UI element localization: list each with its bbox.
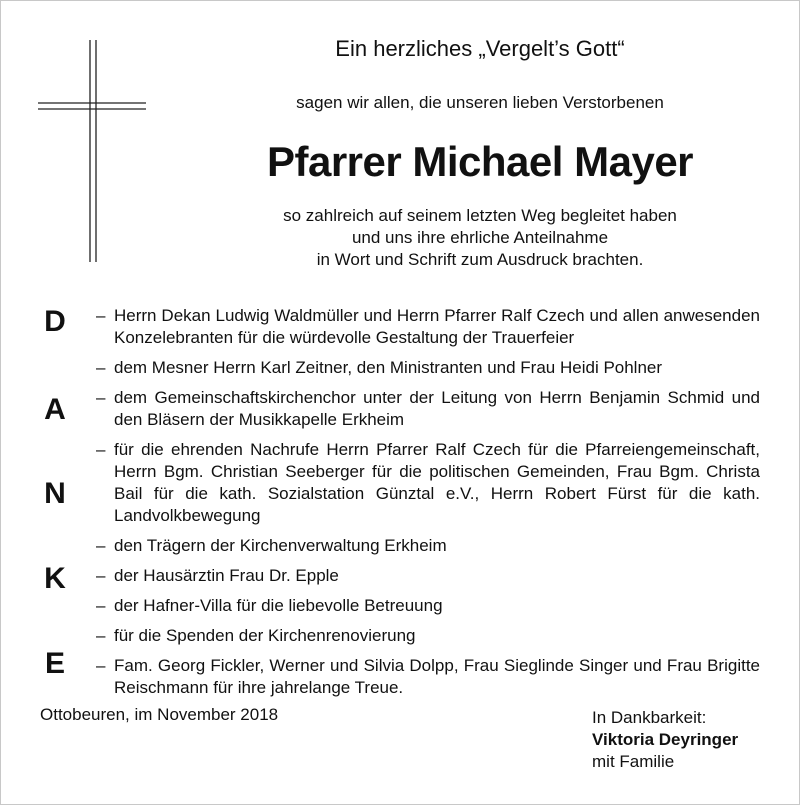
list-item: [96, 595, 760, 617]
dash: –: [96, 388, 106, 407]
list-item: [96, 305, 760, 349]
signature-block: [592, 707, 738, 773]
list-item-text: den Trägern der Kirchenverwaltung Erkheim: [114, 536, 447, 555]
list-item: [96, 625, 760, 647]
thanks-list: [96, 305, 760, 707]
list-item-text: für die Spenden der Kirchenrenovierung: [114, 626, 416, 645]
thanks-label: In Dankbarkeit:: [592, 708, 707, 727]
dash: –: [96, 566, 106, 585]
dash: –: [96, 656, 106, 675]
dash: –: [96, 626, 106, 645]
intro-text: [200, 205, 760, 271]
list-item: [96, 535, 760, 557]
list-item-text: dem Mesner Herrn Karl Zeitner, den Ministranten und Frau Heidi Pohlner: [114, 358, 663, 377]
dash: –: [96, 440, 106, 459]
cross-icon: [38, 40, 148, 262]
danke-letter: E: [44, 647, 65, 680]
danke-letter: K: [44, 562, 66, 595]
list-item-text: der Hafner-Villa für die liebevolle Betreuung: [114, 596, 443, 615]
danke-letter: N: [44, 477, 66, 510]
intro-text-line: und uns ihre ehrliche Anteilnahme: [351, 228, 609, 247]
heading-line: Ein herzliches „Vergelt’s Gott“: [335, 36, 625, 61]
intro-text-line: in Wort und Schrift zum Ausdruck brachten.: [316, 250, 644, 269]
family-label: mit Familie: [592, 752, 675, 771]
dash: –: [96, 306, 106, 325]
dash: –: [96, 536, 106, 555]
dash: –: [96, 596, 106, 615]
list-item-text: Fam. Georg Fickler, Werner und Silvia Dolpp, Frau Sieglinde Singer und Frau Brigitte Reischmann für ihre jahrelange Treue.: [114, 656, 760, 697]
list-item-text: für die ehrenden Nachrufe Herrn Pfarrer Ralf Czech für die Pfarreiengemeinschaft, Herrn Bgm. Christian Seeberger für die politischen Gemeinden, Frau Bgm. Christa Bail für die kath. Sozialstation Günztal e.V., Herrn Robert Fürst für die kath. Landvolkbewegung: [114, 440, 760, 525]
place-date: Ottobeuren, im November 2018: [40, 705, 279, 724]
danke-letter: D: [44, 305, 66, 338]
dash: –: [96, 358, 106, 377]
list-item: [96, 387, 760, 431]
list-item-text: Herrn Dekan Ludwig Waldmüller und Herrn Pfarrer Ralf Czech und allen anwesenden Konzelebranten für die würdevolle Gestaltung der Trauerfeier: [114, 306, 760, 347]
list-item: [96, 565, 760, 587]
intro-text-line: so zahlreich auf seinem letzten Weg begleitet haben: [283, 206, 677, 225]
list-item: [96, 357, 760, 379]
deceased-name: Pfarrer Michael Mayer: [266, 138, 694, 185]
list-item-text: der Hausärztin Frau Dr. Epple: [114, 566, 339, 585]
list-item: [96, 655, 760, 699]
list-item: [96, 439, 760, 527]
intro-line: sagen wir allen, die unseren lieben Verstorbenen: [296, 93, 664, 112]
signer-name: Viktoria Deyringer: [592, 730, 739, 749]
list-item-text: dem Gemeinschaftskirchenchor unter der Leitung von Herrn Benjamin Schmid und den Bläsern der Musikkapelle Erkheim: [114, 388, 760, 429]
danke-letter: A: [44, 393, 66, 426]
